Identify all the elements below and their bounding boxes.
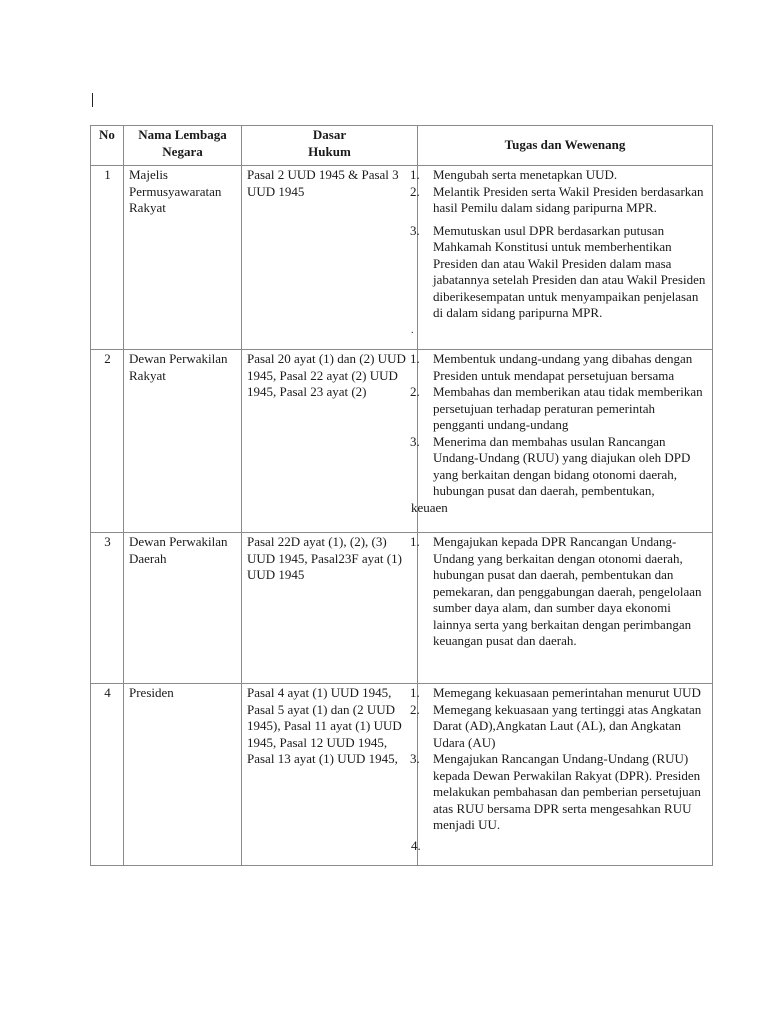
tugas-item [410,751,708,834]
stray-number: 4. [411,837,421,853]
item-text: Membentuk undang-undang yang dibahas dengan Presiden untuk mendapat persetujuan bersama [433,351,693,383]
item-text: Membahas dan memberikan atau tidak memberikan persetujuan terhadap peraturan pemerintah pengganti undang-undang [433,384,703,432]
header-nama-lembaga: Nama Lembaga Negara [124,126,242,166]
row-number: 4 [91,684,124,866]
item-text: Melantik Presiden serta Wakil Presiden berdasarkan hasil Pemilu dalam sidang paripurna MPR. [433,183,704,215]
dasar-hukum: Pasal 20 ayat (1) dan (2) UUD 1945, Pasal 22 ayat (2) UUD 1945, Pasal 23 ayat (2) [242,350,418,533]
nama-lembaga: Dewan Perwakilan Daerah [124,533,242,684]
tugas-item [410,685,708,702]
table-header-row [91,126,713,166]
dasar-hukum: Pasal 2 UUD 1945 & Pasal 3 UUD 1945 [242,166,418,350]
tugas-item [410,534,708,650]
tugas-item [410,701,708,752]
item-number: 2. [410,701,420,717]
item-text: Memegang kekuasaan pemerintahan menurut UUD [433,685,701,700]
item-text: Menerima dan membahas usulan Rancangan Undang-Undang (RUU) yang diajukan oleh DPD yang berkaitan dengan bidang otonomi daerah, hubungan pusat dan daerah, pembentukan, [433,433,691,498]
tugas-item [410,433,708,500]
row-number: 1 [91,166,124,350]
table-row [91,350,713,533]
tugas-item [410,384,708,434]
item-number: 1. [410,534,420,549]
item-text: Mengajukan Rancangan Undang-Undang (RUU) kepada Dewan Perwakilan Rakyat (DPR). Presiden melakukan pembahasan dan pemberian persetujuan atas RUU bersama DPR serta mengesahkan RUU menjadi UU. [433,751,701,832]
nama-lembaga: Dewan Perwakilan Rakyat [124,350,242,533]
tugas-wewenang [410,350,713,533]
table-row [91,533,713,684]
item-text: Mengubah serta menetapkan UUD. [433,167,618,182]
item-number: 1. [410,167,420,182]
item-text: Memutuskan usul DPR berdasarkan putusan Mahkamah Konstitusi untuk memberhentikan Presiden dan atau Wakil Presiden dalam masa jabatannya setelah Presiden dan atau Wakil Presiden diberikesempatan untuk menyampaikan penjelasan di dalam sidang paripurna MPR. [433,222,706,320]
table-row [91,166,713,350]
header-tugas-wewenang: Tugas dan Wewenang [418,126,713,166]
nama-lembaga: Majelis Permusyawaratan Rakyat [124,166,242,350]
nama-lembaga: Presiden [124,684,242,866]
item-number: 2. [410,183,420,199]
item-number: 3. [410,751,420,766]
tugas-item [410,167,708,184]
item-number: 3. [410,433,420,449]
header-dasar-hukum: Dasar Hukum [242,126,418,166]
lembaga-negara-table [90,125,713,866]
stray-mark: . [411,324,414,336]
dasar-hukum: Pasal 4 ayat (1) UUD 1945, Pasal 5 ayat (1) dan (2 UUD 1945), Pasal 11 ayat (1) UUD 1945, Pasal 12 UUD 1945, Pasal 13 ayat (1) UUD 1945, [242,684,418,866]
tugas-item [410,183,708,217]
table-row [91,684,713,866]
tugas-item [410,351,708,384]
item-number: 3. [410,222,420,238]
item-number: 2. [410,384,420,399]
tugas-wewenang [410,684,713,866]
row-number: 2 [91,350,124,533]
tugas-wewenang [410,533,713,684]
tugas-wewenang [410,166,713,350]
tugas-item [410,222,708,322]
text-cursor [92,93,93,107]
item-number: 1. [410,685,420,700]
item-number: 1. [410,351,420,366]
item-text: Memegang kekuasaan yang tertinggi atas Angkatan Darat (AD),Angkatan Laut (AL), dan Angkatan Udara (AU) [433,701,702,750]
row-number: 3 [91,533,124,684]
item-text: Mengajukan kepada DPR Rancangan Undang-Undang yang berkaitan dengan otonomi daerah, hubungan pusat dan daerah, pembentukan dan pemekaran, dan penggabungan daerah, pengelolaan sumber daya alam, dan sumber daya ekonomi lainnya serta yang berkaitan dengan perimbangan keuangan pusat dan daerah. [433,534,702,648]
header-no: No [91,126,124,166]
stray-text: keuaen [411,499,448,515]
dasar-hukum: Pasal 22D ayat (1), (2), (3) UUD 1945, Pasal23F ayat (1) UUD 1945 [242,533,418,684]
